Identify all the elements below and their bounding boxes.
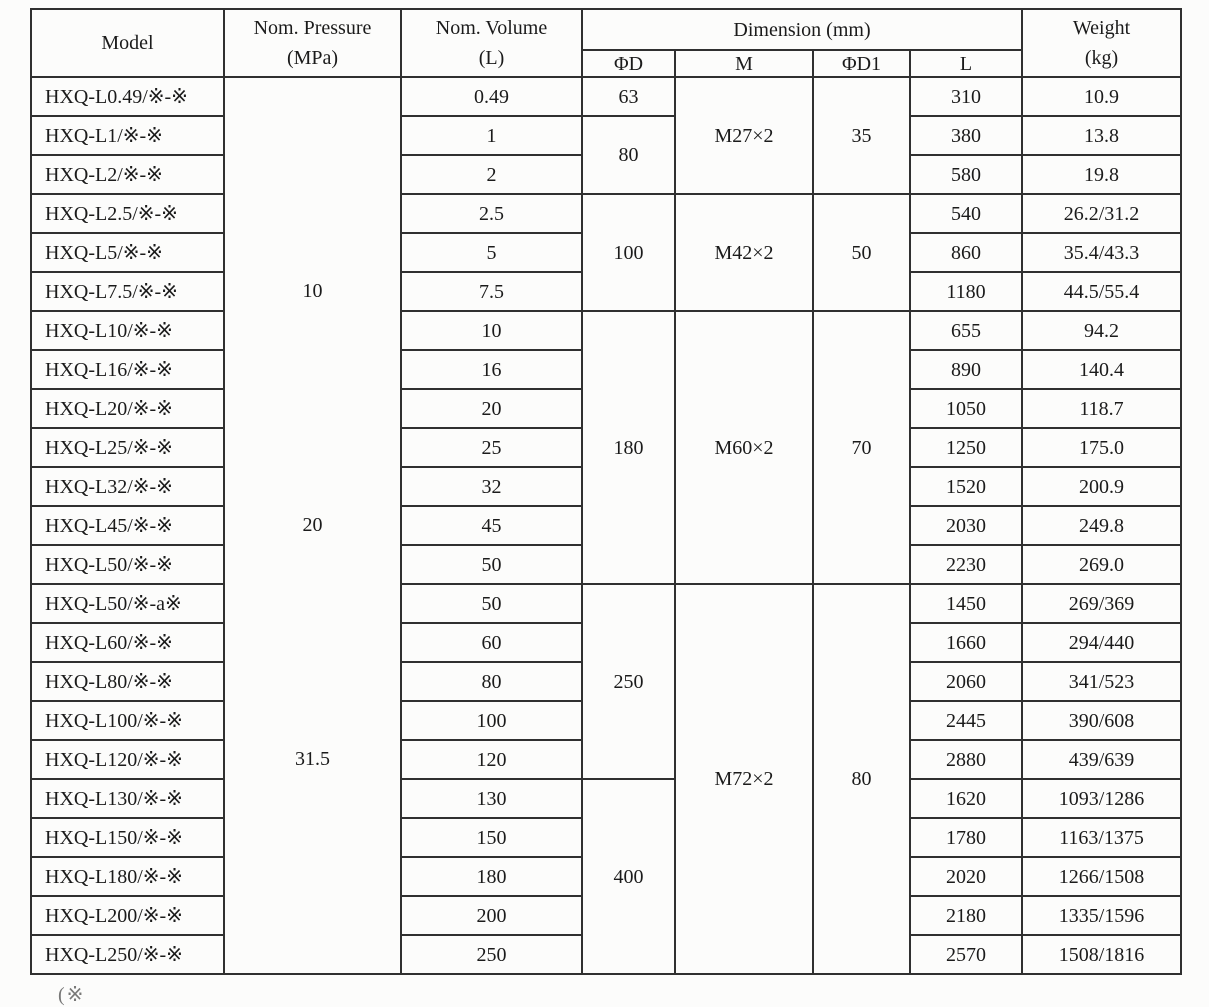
weight-cell: 390/608	[1022, 701, 1181, 740]
model-cell: HXQ-L25/※-※	[31, 428, 224, 467]
volume-cell: 80	[401, 662, 582, 701]
header-L-label: L	[959, 52, 973, 75]
weight-cell: 341/523	[1022, 662, 1181, 701]
weight-cell: 35.4/43.3	[1022, 233, 1181, 272]
length-cell: 380	[910, 116, 1022, 155]
header-phiD	[582, 50, 675, 77]
header-volume-line2: (L)	[478, 47, 505, 69]
length-cell: 1050	[910, 389, 1022, 428]
phiD1-cell: 35	[813, 77, 910, 194]
volume-cell: 10	[401, 311, 582, 350]
weight-cell: 294/440	[1022, 623, 1181, 662]
weight-cell: 1266/1508	[1022, 857, 1181, 896]
header-phiD1	[813, 50, 910, 77]
weight-cell: 1163/1375	[1022, 818, 1181, 857]
model-cell: HXQ-L1/※-※	[31, 116, 224, 155]
model-cell: HXQ-L250/※-※	[31, 935, 224, 974]
header-M	[675, 50, 813, 77]
pressure-value: 20	[302, 513, 323, 536]
phiD-cell: 180	[582, 311, 675, 584]
model-cell: HXQ-L150/※-※	[31, 818, 224, 857]
length-cell: 2020	[910, 857, 1022, 896]
weight-cell: 19.8	[1022, 155, 1181, 194]
volume-cell: 32	[401, 467, 582, 506]
thread-cell: M42×2	[675, 194, 813, 311]
thread-cell: M60×2	[675, 311, 813, 584]
pressure-value: 31.5	[295, 747, 330, 770]
model-cell: HXQ-L180/※-※	[31, 857, 224, 896]
phiD1-cell: 80	[813, 584, 910, 974]
model-cell: HXQ-L2.5/※-※	[31, 194, 224, 233]
volume-cell: 2.5	[401, 194, 582, 233]
header-weight-line1: Weight	[1072, 17, 1131, 39]
length-cell: 2880	[910, 740, 1022, 779]
length-cell: 2060	[910, 662, 1022, 701]
weight-cell: 1093/1286	[1022, 779, 1181, 818]
table-row	[31, 311, 1181, 350]
table-header	[31, 9, 1181, 77]
volume-cell: 45	[401, 506, 582, 545]
length-cell: 1620	[910, 779, 1022, 818]
model-cell: HXQ-L50/※-※	[31, 545, 224, 584]
header-L	[910, 50, 1022, 77]
pressure-value: 10	[302, 279, 323, 302]
weight-cell: 200.9	[1022, 467, 1181, 506]
weight-cell: 118.7	[1022, 389, 1181, 428]
header-pressure-line1: Nom. Pressure	[253, 17, 372, 39]
model-cell: HXQ-L16/※-※	[31, 350, 224, 389]
length-cell: 2230	[910, 545, 1022, 584]
model-cell: HXQ-L10/※-※	[31, 311, 224, 350]
weight-cell: 1335/1596	[1022, 896, 1181, 935]
model-cell: HXQ-L32/※-※	[31, 467, 224, 506]
volume-cell: 100	[401, 701, 582, 740]
length-cell: 1180	[910, 272, 1022, 311]
model-cell: HXQ-L45/※-※	[31, 506, 224, 545]
weight-cell: 140.4	[1022, 350, 1181, 389]
header-phiD-label: ΦD	[613, 52, 644, 75]
weight-cell: 94.2	[1022, 311, 1181, 350]
header-M-label: M	[735, 52, 753, 75]
length-cell: 1520	[910, 467, 1022, 506]
model-cell: HXQ-L80/※-※	[31, 662, 224, 701]
volume-cell: 130	[401, 779, 582, 818]
header-volume-line1: Nom. Volume	[435, 17, 548, 39]
volume-cell: 60	[401, 623, 582, 662]
model-cell: HXQ-L0.49/※-※	[31, 77, 224, 116]
table-row	[31, 77, 1181, 116]
model-cell: HXQ-L60/※-※	[31, 623, 224, 662]
header-weight	[1022, 9, 1181, 77]
volume-cell: 1	[401, 116, 582, 155]
model-cell: HXQ-L200/※-※	[31, 896, 224, 935]
weight-cell: 249.8	[1022, 506, 1181, 545]
header-weight-line2: (kg)	[1084, 47, 1119, 69]
volume-cell: 7.5	[401, 272, 582, 311]
length-cell: 1450	[910, 584, 1022, 623]
volume-cell: 25	[401, 428, 582, 467]
length-cell: 2445	[910, 701, 1022, 740]
thread-cell: M72×2	[675, 584, 813, 974]
volume-cell: 180	[401, 857, 582, 896]
weight-cell: 44.5/55.4	[1022, 272, 1181, 311]
volume-cell: 16	[401, 350, 582, 389]
phiD1-cell: 70	[813, 311, 910, 584]
header-model-label: Model	[101, 32, 154, 54]
footer-note-fragment: (※	[58, 984, 86, 1006]
length-cell: 2570	[910, 935, 1022, 974]
header-dimension	[582, 9, 1022, 50]
header-volume	[401, 9, 582, 77]
table-row	[31, 584, 1181, 623]
length-cell: 580	[910, 155, 1022, 194]
volume-cell: 50	[401, 584, 582, 623]
model-cell: HXQ-L130/※-※	[31, 779, 224, 818]
volume-cell: 5	[401, 233, 582, 272]
length-cell: 890	[910, 350, 1022, 389]
volume-cell: 120	[401, 740, 582, 779]
table-row	[31, 194, 1181, 233]
model-cell: HXQ-L7.5/※-※	[31, 272, 224, 311]
length-cell: 1250	[910, 428, 1022, 467]
model-cell: HXQ-L100/※-※	[31, 701, 224, 740]
length-cell: 655	[910, 311, 1022, 350]
phiD-cell: 80	[582, 116, 675, 194]
model-cell: HXQ-L50/※-a※	[31, 584, 224, 623]
length-cell: 2180	[910, 896, 1022, 935]
volume-cell: 50	[401, 545, 582, 584]
phiD-cell: 63	[582, 77, 675, 116]
header-phiD1-label: ΦD1	[841, 52, 882, 75]
pressure-merged-cell	[224, 77, 401, 974]
weight-cell: 269.0	[1022, 545, 1181, 584]
spec-table-body	[31, 77, 1181, 974]
weight-cell: 1508/1816	[1022, 935, 1181, 974]
header-pressure-line2: (MPa)	[286, 47, 339, 69]
weight-cell: 269/369	[1022, 584, 1181, 623]
weight-cell: 10.9	[1022, 77, 1181, 116]
table-row	[31, 779, 1181, 818]
volume-cell: 0.49	[401, 77, 582, 116]
length-cell: 310	[910, 77, 1022, 116]
table-row	[31, 116, 1181, 155]
phiD1-cell: 50	[813, 194, 910, 311]
model-cell: HXQ-L2/※-※	[31, 155, 224, 194]
weight-cell: 13.8	[1022, 116, 1181, 155]
volume-cell: 200	[401, 896, 582, 935]
length-cell: 540	[910, 194, 1022, 233]
volume-cell: 20	[401, 389, 582, 428]
phiD-cell: 250	[582, 584, 675, 779]
length-cell: 1660	[910, 623, 1022, 662]
length-cell: 860	[910, 233, 1022, 272]
model-cell: HXQ-L20/※-※	[31, 389, 224, 428]
weight-cell: 175.0	[1022, 428, 1181, 467]
header-dimension-label: Dimension (mm)	[733, 18, 871, 41]
model-cell: HXQ-L120/※-※	[31, 740, 224, 779]
volume-cell: 150	[401, 818, 582, 857]
length-cell: 2030	[910, 506, 1022, 545]
weight-cell: 26.2/31.2	[1022, 194, 1181, 233]
thread-cell: M27×2	[675, 77, 813, 194]
volume-cell: 2	[401, 155, 582, 194]
header-pressure	[224, 9, 401, 77]
spec-table	[30, 8, 1182, 975]
phiD-cell: 100	[582, 194, 675, 311]
length-cell: 1780	[910, 818, 1022, 857]
model-cell: HXQ-L5/※-※	[31, 233, 224, 272]
phiD-cell: 400	[582, 779, 675, 974]
header-model	[31, 9, 224, 77]
volume-cell: 250	[401, 935, 582, 974]
weight-cell: 439/639	[1022, 740, 1181, 779]
